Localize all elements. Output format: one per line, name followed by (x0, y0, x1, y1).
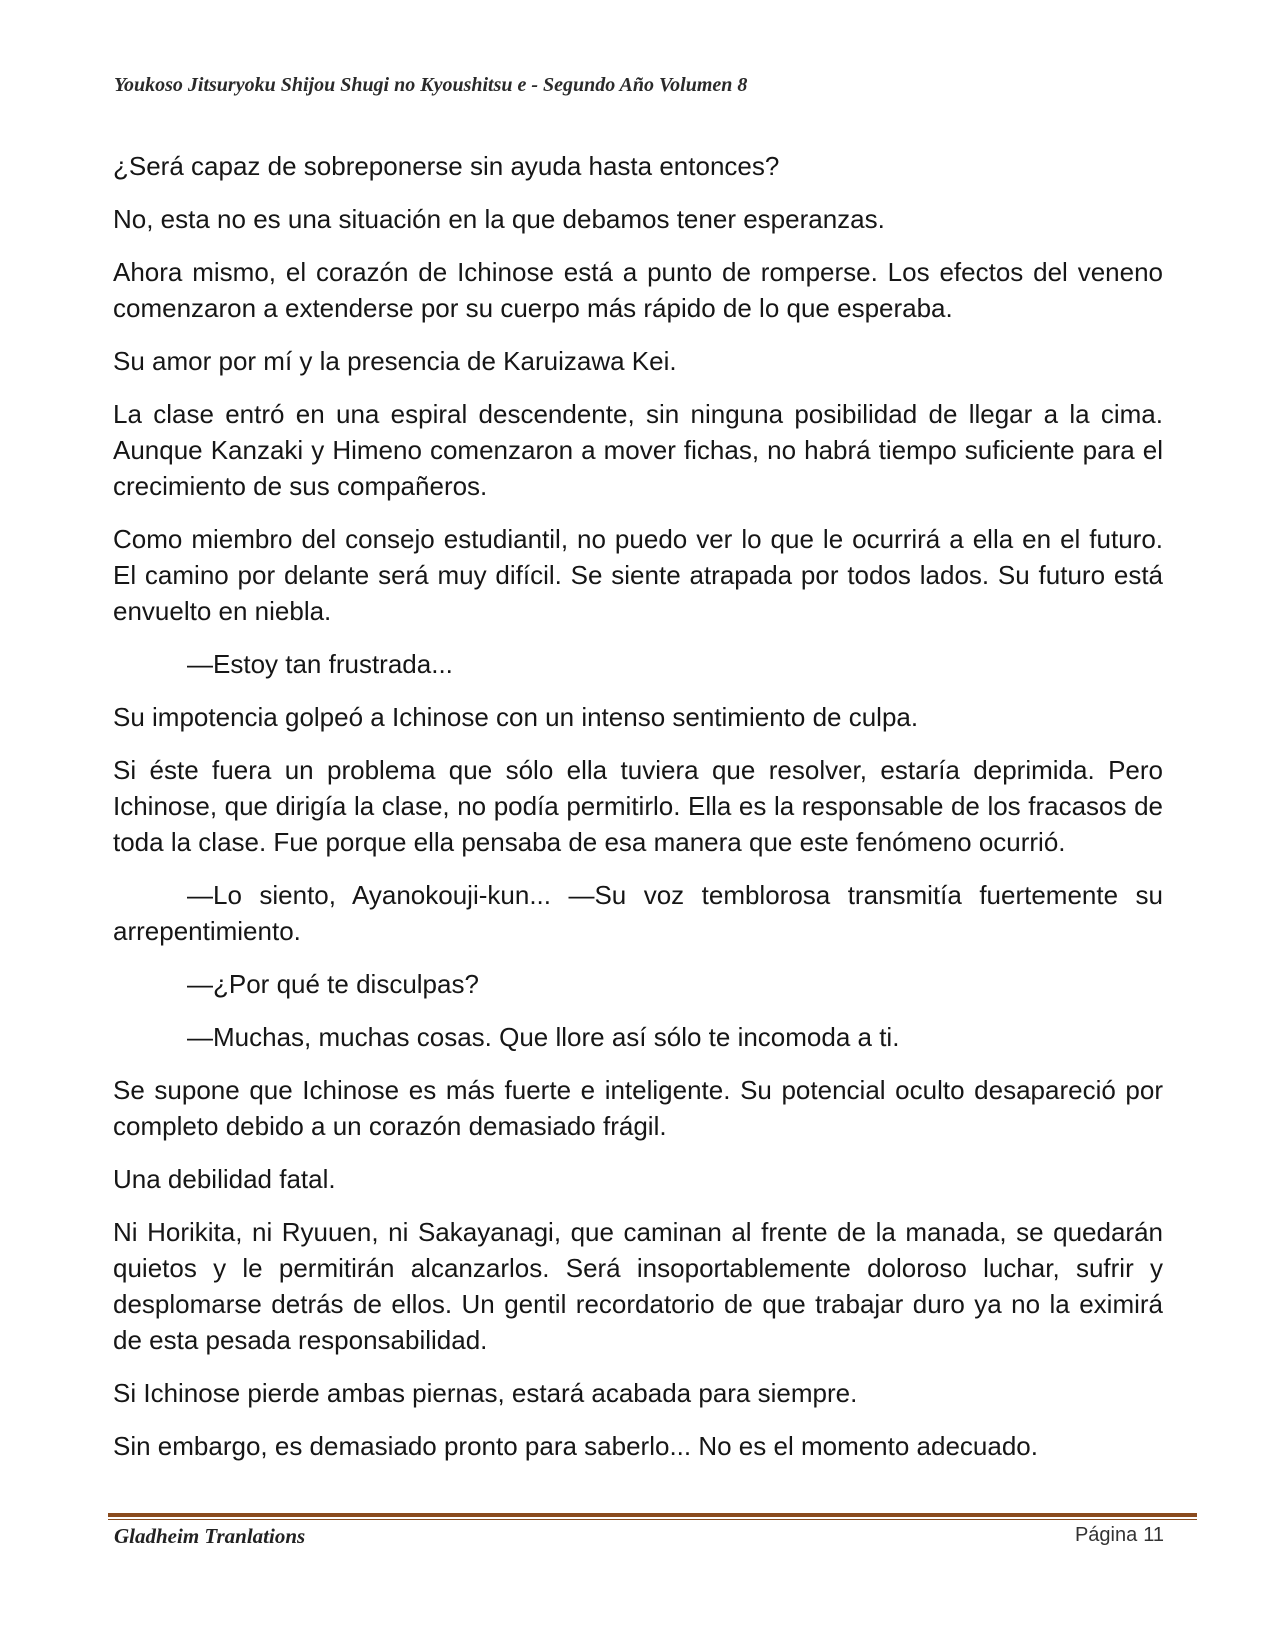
page-label: Página (1074, 1524, 1138, 1546)
paragraph: Ahora mismo, el corazón de Ichinose está a punto de romperse. Los efectos del veneno comenzaron a extenderse por su cuerpo más rápido de lo que esperaba. (113, 257, 1163, 323)
footer-divider-thick (108, 1513, 1197, 1517)
paragraph: Si éste fuera un problema que sólo ella tuviera que resolver, estaría deprimida. Pero Ichinose, que dirigía la clase, no podía permitirlo. Ella es la responsable de los fracasos de toda la clase. Fue porque ella pensaba de esa manera que este fenómeno ocurrió. (113, 755, 1163, 857)
footer-divider-thin (108, 1519, 1197, 1520)
paragraph: No, esta no es una situación en la que debamos tener esperanzas. (113, 204, 885, 234)
paragraph: Si Ichinose pierde ambas piernas, estará acabada para siempre. (113, 1378, 858, 1408)
paragraph: Ni Horikita, ni Ryuuen, ni Sakayanagi, que caminan al frente de la manada, se quedarán quietos y le permitirán alcanzarlos. Será insoportablemente doloroso luchar, sufrir y desplomarse detrás de ellos. Un gentil recordatorio de que trabajar duro ya no la eximirá de esta pesada responsabilidad. (113, 1217, 1163, 1355)
paragraph: Como miembro del consejo estudiantil, no puedo ver lo que le ocurrirá a ella en el futuro. El camino por delante será muy difícil. Se siente atrapada por todos lados. Su futuro está envuelto en niebla. (113, 524, 1163, 626)
paragraph: Una debilidad fatal. (113, 1164, 336, 1194)
paragraph: Sin embargo, es demasiado pronto para saberlo... No es el momento adecuado. (113, 1431, 1038, 1461)
page-number: 11 (1143, 1524, 1164, 1546)
dialog-line: —Lo siento, Ayanokouji-kun... —Su voz temblorosa transmitía fuertemente su arrepentimiento. (113, 880, 1163, 946)
paragraph: La clase entró en una espiral descendente, sin ninguna posibilidad de llegar a la cima. Aunque Kanzaki y Himeno comenzaron a mover fichas, no habrá tiempo suficiente para el crecimiento de sus compañeros. (113, 399, 1163, 501)
paragraph: Su amor por mí y la presencia de Karuizawa Kei. (113, 346, 677, 376)
paragraph: Se supone que Ichinose es más fuerte e inteligente. Su potencial oculto desapareció por completo debido a un corazón demasiado frágil. (113, 1075, 1163, 1141)
dialog-line: —¿Por qué te disculpas? (187, 969, 479, 999)
paragraph: ¿Será capaz de sobreponerse sin ayuda hasta entonces? (113, 151, 780, 181)
paragraph: Su impotencia golpeó a Ichinose con un intenso sentimiento de culpa. (113, 702, 919, 732)
dialog-line: —Estoy tan frustrada... (187, 649, 453, 679)
dialog-line: —Muchas, muchas cosas. Que llore así sólo te incomoda a ti. (187, 1022, 900, 1052)
body-text (113, 148, 1163, 1481)
page-number-block (1075, 1524, 1164, 1547)
running-header: Youkoso Jitsuryoku Shijou Shugi no Kyoushitsu e - Segundo Año Volumen 8 (114, 74, 748, 96)
footer-publisher: Gladheim Tranlations (114, 1524, 306, 1548)
